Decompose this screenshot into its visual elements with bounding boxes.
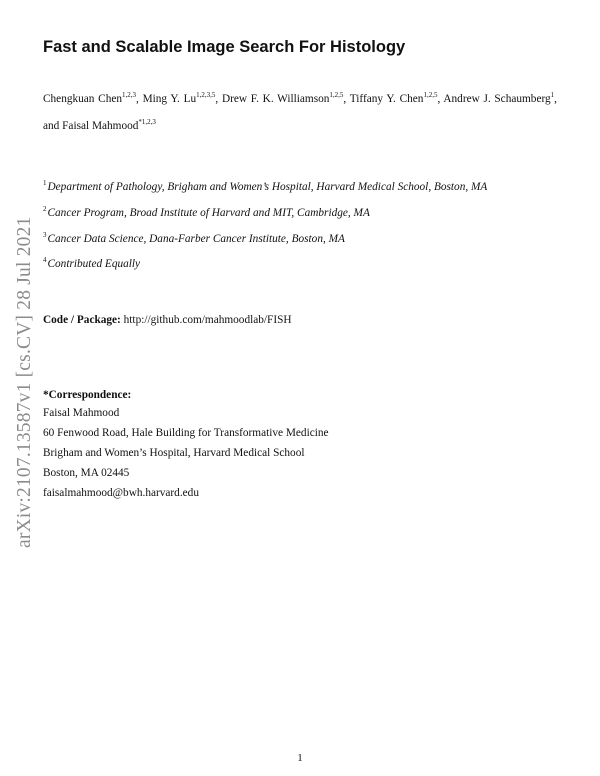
author-name: Ming Y. Lu bbox=[142, 93, 197, 105]
paper-title: Fast and Scalable Image Search For Histology bbox=[43, 38, 406, 56]
affiliation-text: Cancer Data Science, Dana-Farber Cancer Institute, Boston, MA bbox=[47, 233, 345, 245]
page-number: 1 bbox=[297, 752, 303, 764]
author-affiliation-marker: 1,2,3,5 bbox=[196, 91, 216, 99]
correspondence-name: Faisal Mahmood bbox=[43, 407, 120, 419]
affiliation-4 bbox=[43, 258, 140, 270]
affiliation-marker: 2 bbox=[43, 205, 47, 213]
correspondence-address-line: 60 Fenwood Road, Hale Building for Transformative Medicine bbox=[43, 427, 329, 439]
author-name: Chengkuan Chen bbox=[43, 93, 123, 105]
affiliation-1 bbox=[43, 181, 487, 193]
correspondence-address-line: Boston, MA 02445 bbox=[43, 467, 130, 479]
correspondence-email[interactable]: faisalmahmood@bwh.harvard.edu bbox=[43, 487, 199, 499]
correspondence-heading: *Correspondence: bbox=[43, 389, 132, 401]
author-affiliation-marker: 1,2,3 bbox=[122, 91, 137, 99]
affiliation-text: Department of Pathology, Brigham and Women’s Hospital, Harvard Medical School, Boston, MA bbox=[47, 181, 488, 193]
author-name: Faisal Mahmood bbox=[62, 120, 139, 132]
code-package-link[interactable]: http://github.com/mahmoodlab/FISH bbox=[123, 314, 292, 326]
affiliation-2 bbox=[43, 207, 370, 219]
author-affiliation-marker: *1,2,3 bbox=[138, 118, 156, 126]
code-package bbox=[43, 314, 292, 326]
author-name: Drew F. K. Williamson bbox=[221, 93, 330, 105]
author-list bbox=[43, 86, 557, 140]
author-separator: , bbox=[215, 93, 222, 105]
affiliation-marker: 3 bbox=[43, 231, 47, 239]
affiliation-3 bbox=[43, 233, 345, 245]
correspondence-address-line: Brigham and Women’s Hospital, Harvard Medical School bbox=[43, 447, 305, 459]
code-package-label: Code / Package: bbox=[43, 314, 121, 326]
author-separator: , bbox=[343, 93, 350, 105]
arxiv-stamp: arXiv:2107.13587v1 [cs.CV] 28 Jul 2021 bbox=[14, 216, 35, 548]
author-separator: , bbox=[437, 93, 444, 105]
affiliation-marker: 1 bbox=[43, 179, 47, 187]
author-name: Tiffany Y. Chen bbox=[349, 93, 424, 105]
author-affiliation-marker: 1 bbox=[550, 91, 555, 99]
author-separator: , bbox=[136, 93, 143, 105]
author-name: Andrew J. Schaumberg bbox=[443, 93, 551, 105]
affiliation-marker: 4 bbox=[43, 256, 47, 264]
affiliation-text: Cancer Program, Broad Institute of Harvard and MIT, Cambridge, MA bbox=[47, 207, 370, 219]
affiliation-text: Contributed Equally bbox=[47, 258, 141, 270]
author-affiliation-marker: 1,2,5 bbox=[329, 91, 344, 99]
author-separator: , and bbox=[43, 93, 557, 132]
author-affiliation-marker: 1,2,5 bbox=[423, 91, 438, 99]
